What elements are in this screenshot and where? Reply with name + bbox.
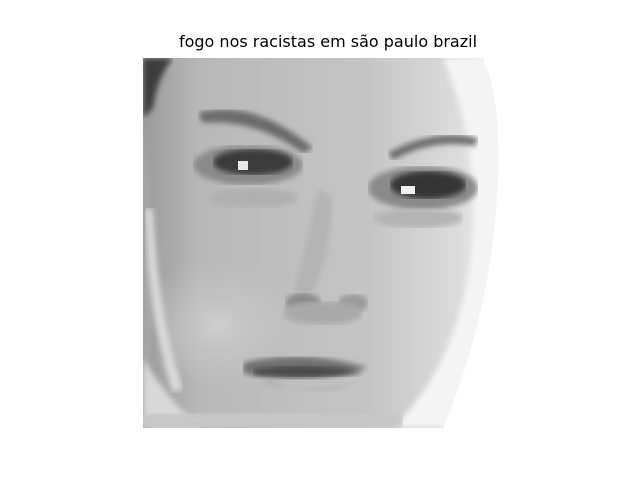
grayscale-face-image	[143, 58, 513, 428]
figure-title: fogo nos racistas em são paulo brazil	[178, 32, 478, 51]
